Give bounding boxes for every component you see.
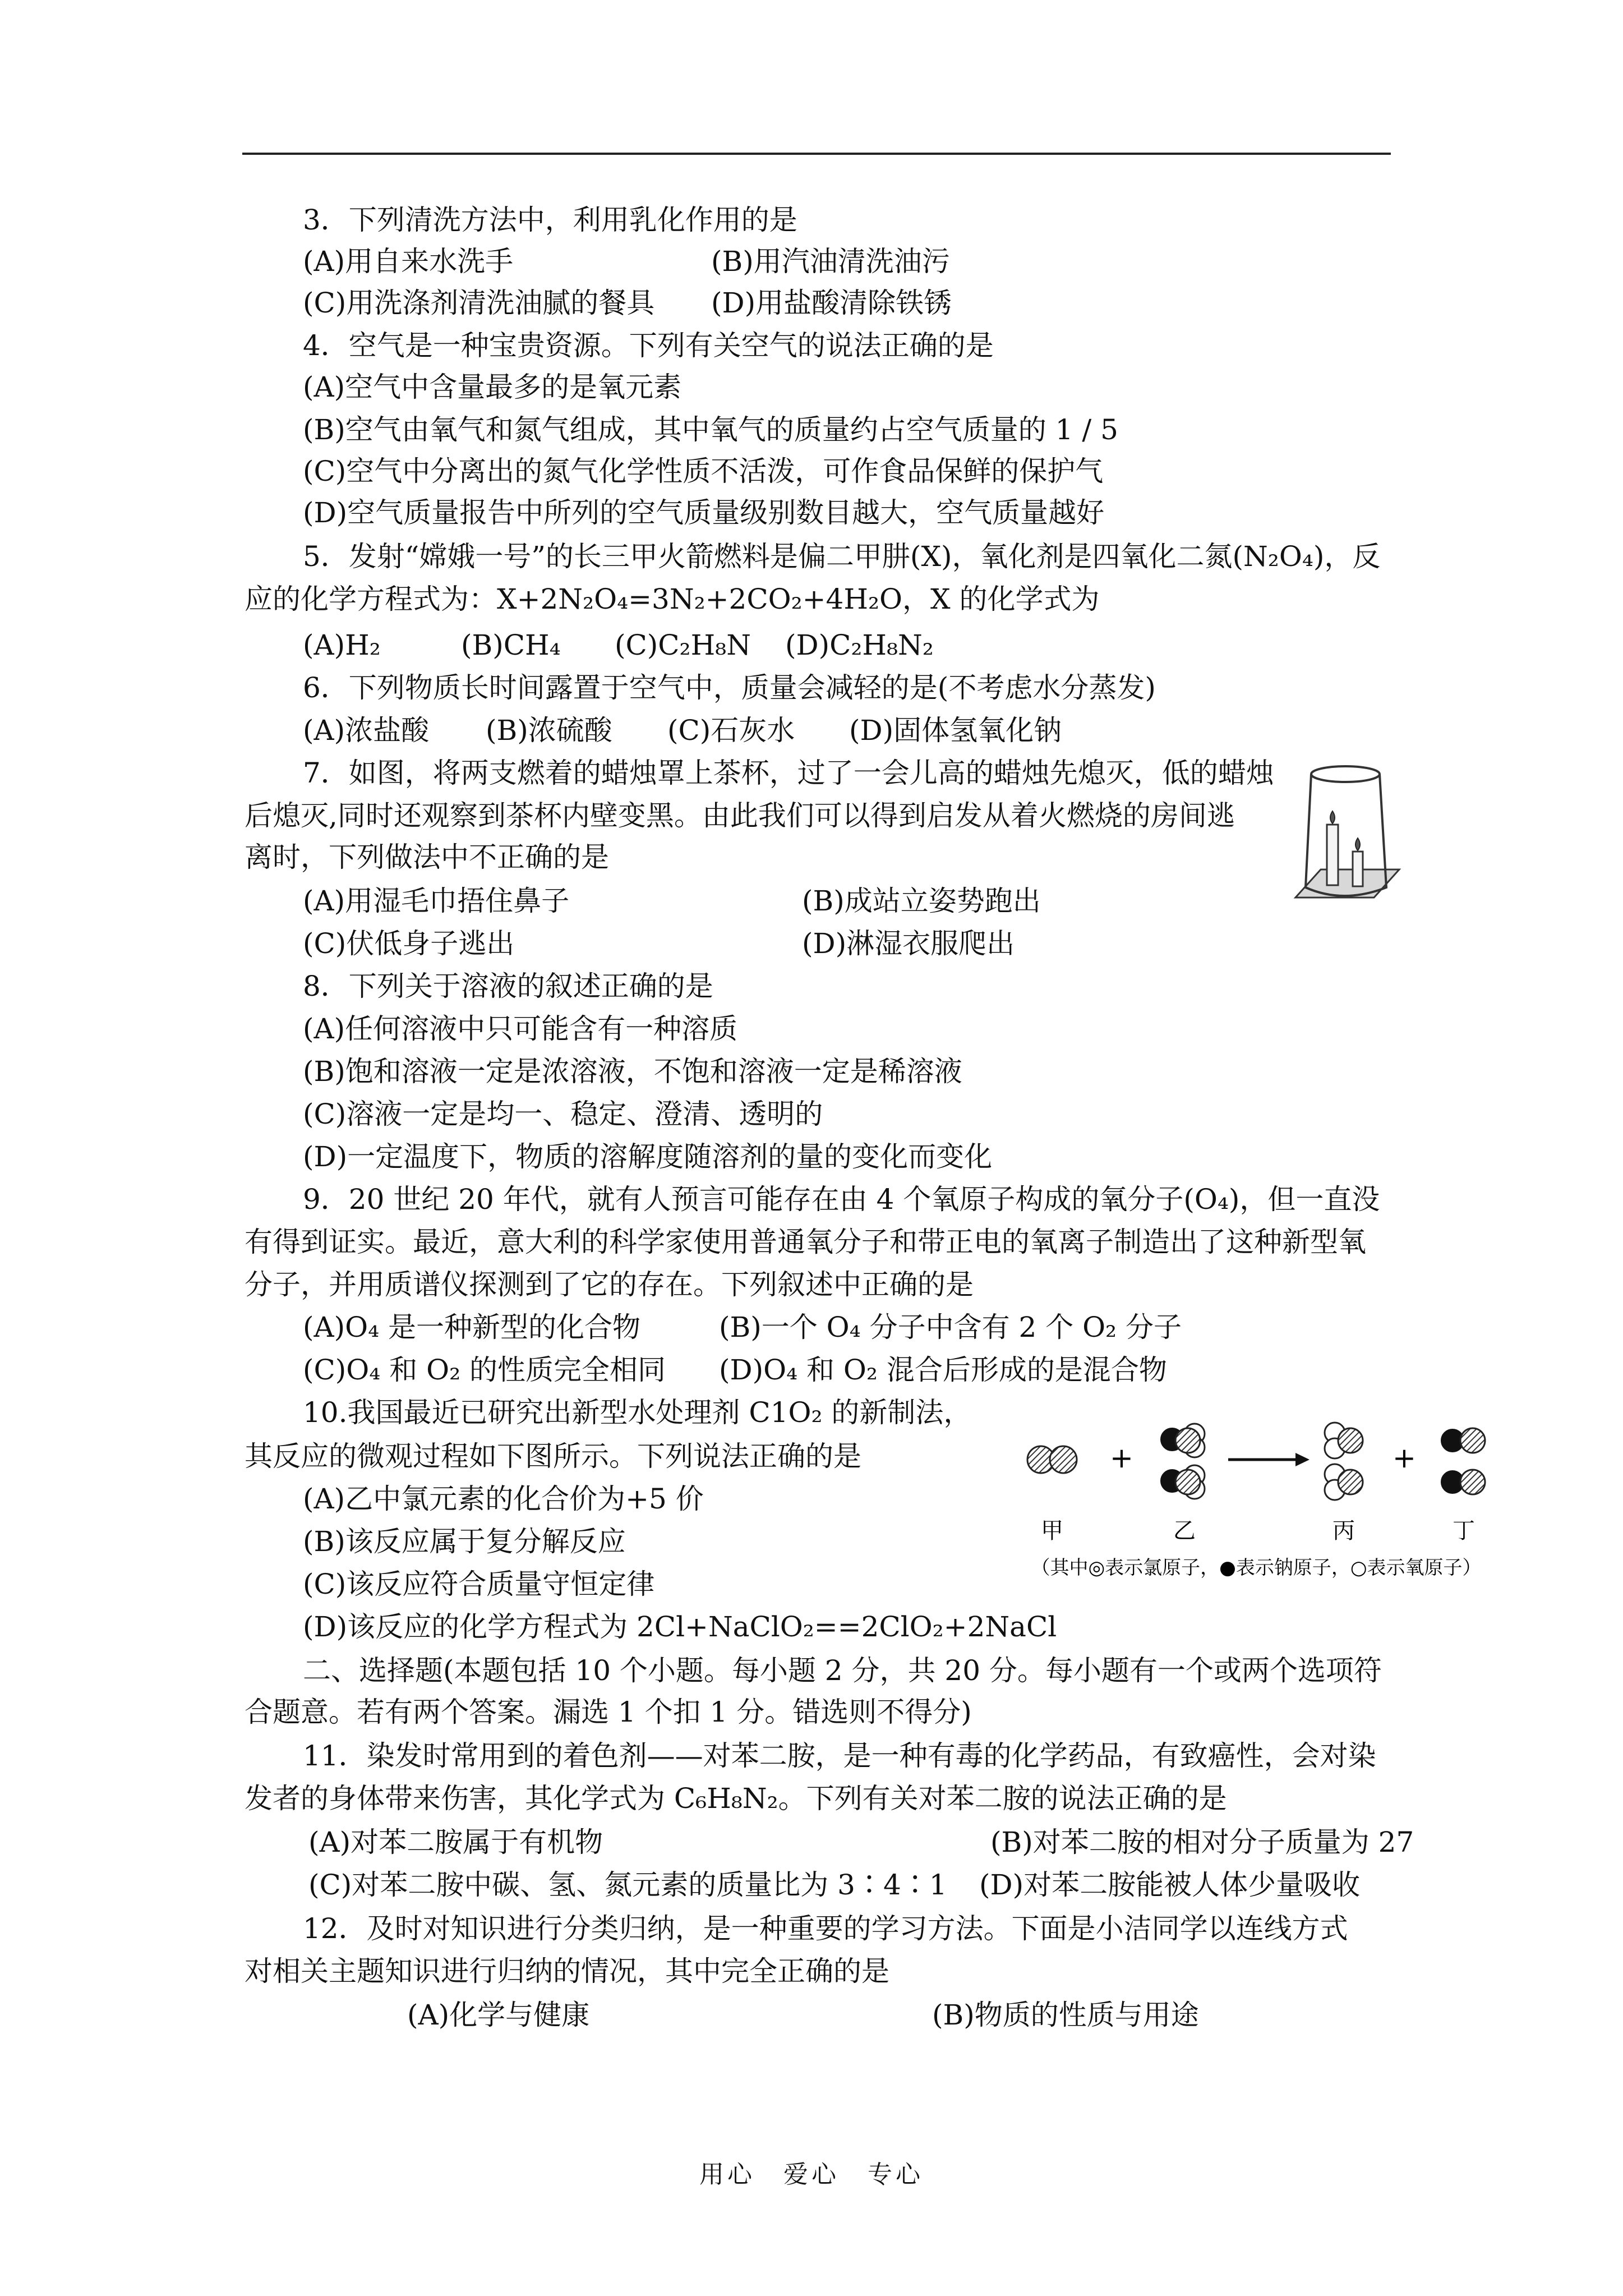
q4-option-a: (A)空气中含量最多的是氧元素 [303, 371, 682, 403]
q12-stem-line1: 12．及时对知识进行分类归纳，是一种重要的学习方法。下面是小洁同学以连线方式 [303, 1912, 1348, 1945]
q7-option-b: (B)成站立姿势跑出 [802, 885, 1041, 917]
q8-option-c: (C)溶液一定是均一、稳定、澄清、透明的 [303, 1098, 823, 1130]
ding-molecules [1441, 1428, 1485, 1494]
q7-option-d: (D)淋湿衣服爬出 [802, 927, 1015, 960]
q11-option-a: (A)对苯二胺属于有机物 [308, 1826, 603, 1858]
q9-stem-line3: 分子，并用质谱仪探测到了它的存在。下列叙述中正确的是 [245, 1268, 974, 1301]
q5-stem-line1: 5．发射“嫦娥一号”的长三甲火箭燃料是偏二甲肼(X)，氧化剂是四氧化二氮(N₂O₄)，反 [303, 540, 1381, 573]
diagram-caption: （其中◎表示氯原子，●表示钠原子，○表示氧原子） [1031, 1557, 1482, 1579]
q12-stem-line2: 对相关主题知识进行归纳的情况，其中完全正确的是 [245, 1955, 889, 1987]
q5-stem-line2: 应的化学方程式为：X+2N₂O₄=3N₂+2CO₂+4H₂O，X 的化学式为 [245, 583, 1100, 615]
q11-stem-line1: 11．染发时常用到的着色剂——对苯二胺，是一种有毒的化学药品，有致癌性，会对染 [303, 1740, 1376, 1772]
jia-molecule [1027, 1446, 1077, 1473]
q9-option-c: (C)O₄ 和 O₂ 的性质完全相同 [303, 1354, 666, 1386]
q11-option-d: (D)对苯二胺能被人体少量吸收 [979, 1869, 1361, 1901]
plus-sign-1: + [1110, 1442, 1133, 1474]
q12-option-b: (B)物质的性质与用途 [932, 1999, 1199, 2031]
q6-option-d: (D)固体氢氧化钠 [849, 714, 1062, 747]
q10-option-d: (D)该反应的化学方程式为 2Cl+NaClO₂==2ClO₂+2NaCl [303, 1611, 1057, 1643]
q12-option-a: (A)化学与健康 [407, 1999, 590, 2031]
label-bing: 丙 [1332, 1518, 1355, 1544]
q7-stem-line2: 后熄灭,同时还观察到茶杯内壁变黑。由此我们可以得到启发从着火燃烧的房间逃 [245, 799, 1235, 832]
label-yi: 乙 [1173, 1518, 1196, 1544]
q3-option-c: (C)用洗涤剂清洗油腻的餐具 [303, 287, 655, 319]
q4-option-b: (B)空气由氧气和氮气组成，其中氧气的质量约占空气质量的 1 / 5 [303, 413, 1118, 446]
q10-stem-line2: 其反应的微观过程如下图所示。下列说法正确的是 [245, 1440, 861, 1473]
q4-option-c: (C)空气中分离出的氮气化学性质不活泼，可作食品保鲜的保护气 [303, 455, 1104, 487]
q9-option-a: (A)O₄ 是一种新型的化合物 [303, 1311, 641, 1343]
header-rule [242, 153, 1391, 155]
q8-stem: 8．下列关于溶液的叙述正确的是 [303, 970, 713, 1002]
candle-cup-illustration [1290, 757, 1402, 920]
plus-sign-2: + [1393, 1442, 1416, 1474]
section2-line2: 合题意。若有两个答案。漏选 1 个扣 1 分。错选则不得分) [245, 1696, 972, 1728]
section2-line1: 二、选择题(本题包括 10 个小题。每小题 2 分，共 20 分。每小题有一个或两个选项符 [303, 1654, 1382, 1687]
q9-option-d: (D)O₄ 和 O₂ 混合后形成的是混合物 [719, 1354, 1167, 1386]
reaction-diagram [1021, 1408, 1525, 1588]
yi-molecules [1161, 1424, 1205, 1499]
q10-option-a: (A)乙中氯元素的化合价为+5 价 [303, 1483, 704, 1515]
q8-option-b: (B)饱和溶液一定是浓溶液，不饱和溶液一定是稀溶液 [303, 1055, 962, 1088]
q7-stem-line3: 离时，下列做法中不正确的是 [245, 841, 609, 873]
page-footer: 用心 爱心 专心 [699, 2160, 924, 2189]
label-ding: 丁 [1453, 1518, 1475, 1544]
q3-option-b: (B)用汽油清洗油污 [711, 245, 950, 278]
q3-stem: 3．下列清洗方法中，利用乳化作用的是 [303, 204, 797, 236]
q7-stem-line1: 7．如图，将两支燃着的蜡烛罩上茶杯，过了一会儿高的蜡烛先熄灭，低的蜡烛 [303, 757, 1274, 789]
reaction-arrow [1228, 1453, 1310, 1466]
q10-option-c: (C)该反应符合质量守恒定律 [303, 1568, 655, 1600]
q9-option-b: (B)一个 O₄ 分子中含有 2 个 O₂ 分子 [719, 1311, 1182, 1343]
q10-stem-line1: 10.我国最近已研究出新型水处理剂 C1O₂ 的新制法， [303, 1396, 972, 1429]
q8-option-a: (A)任何溶液中只可能含有一种溶质 [303, 1013, 738, 1045]
q3-option-d: (D)用盐酸清除铁锈 [711, 287, 952, 319]
q10-option-b: (B)该反应属于复分解反应 [303, 1525, 626, 1558]
q11-option-b: (B)对苯二胺的相对分子质量为 27 [990, 1826, 1414, 1858]
q8-option-d: (D)一定温度下，物质的溶解度随溶剂的量的变化而变化 [303, 1140, 993, 1173]
q5-option-a: (A)H₂ [303, 629, 381, 661]
q5-option-d: (D)C₂H₈N₂ [785, 629, 934, 661]
q9-stem-line1: 9．20 世纪 20 年代，就有人预言可能存在由 4 个氧原子构成的氧分子(O₄)，但一直没 [303, 1183, 1380, 1216]
bing-molecules [1325, 1423, 1363, 1500]
q7-option-c: (C)伏低身子逃出 [303, 927, 515, 960]
q9-stem-line2: 有得到证实。最近，意大利的科学家使用普通氧分子和带正电的氧离子制造出了这种新型氧 [245, 1226, 1366, 1258]
q4-option-d: (D)空气质量报告中所列的空气质量级别数目越大，空气质量越好 [303, 496, 1105, 529]
q3-option-a: (A)用自来水洗手 [303, 245, 514, 278]
q6-option-a: (A)浓盐酸 [303, 714, 430, 747]
label-jia: 甲 [1041, 1518, 1063, 1544]
q5-option-c: (C)C₂H₈N [615, 629, 751, 661]
q5-option-b: (B)CH₄ [461, 629, 561, 661]
q11-stem-line2: 发者的身体带来伤害，其化学式为 C₆H₈N₂。下列有关对苯二胺的说法正确的是 [245, 1782, 1227, 1815]
q6-option-c: (C)石灰水 [667, 714, 795, 747]
q4-stem: 4．空气是一种宝贵资源。下列有关空气的说法正确的是 [303, 329, 994, 362]
q11-option-c: (C)对苯二胺中碳、氢、氮元素的质量比为 3∶4∶1 [308, 1869, 947, 1901]
q6-stem: 6．下列物质长时间露置于空气中，质量会减轻的是(不考虑水分蒸发) [303, 671, 1156, 704]
q6-option-b: (B)浓硫酸 [486, 714, 612, 747]
q7-option-a: (A)用湿毛巾捂住鼻子 [303, 885, 570, 917]
